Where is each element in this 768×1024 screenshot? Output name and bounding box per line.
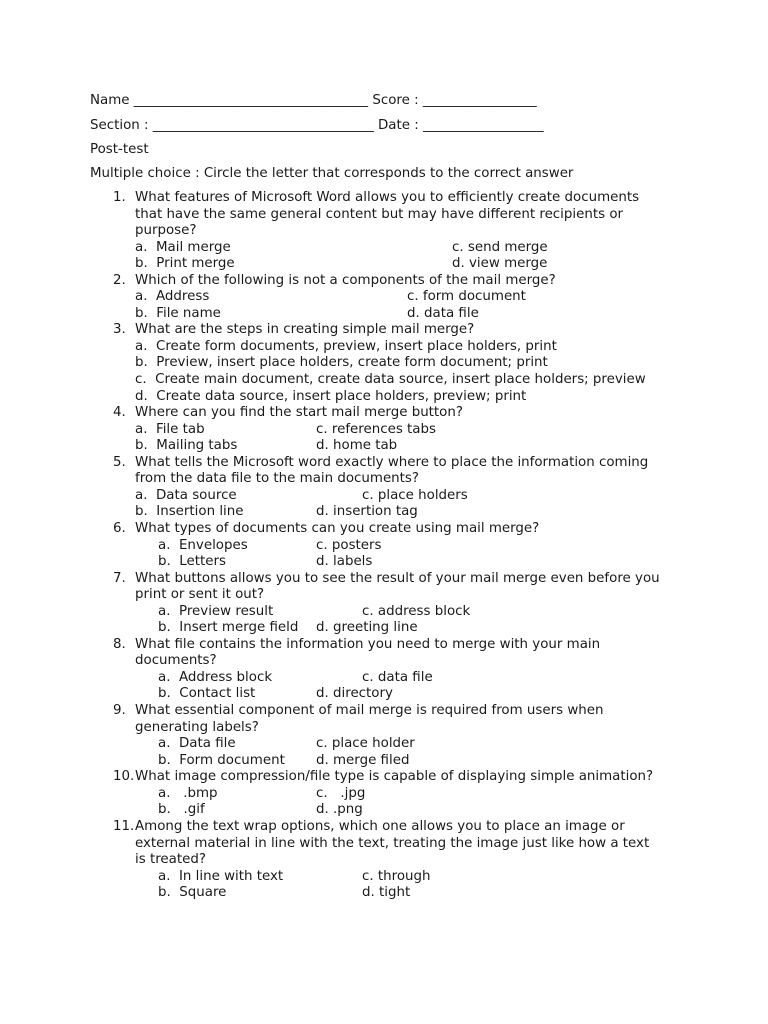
page-title: Post-test <box>90 142 149 157</box>
question-text: What image compression/file type is capable of displaying simple animation? <box>135 769 654 784</box>
answer-option: d. directory <box>316 686 393 701</box>
question-text: documents? <box>135 653 217 668</box>
section-date-line: Section : _________________________________ Date : __________________ <box>90 118 544 133</box>
answer-option: a. Preview result <box>158 604 274 619</box>
answer-option: b. Form document <box>158 753 285 768</box>
question-number: 3. <box>113 322 126 337</box>
question-text: external material in line with the text, treating the image just like how a text <box>135 836 650 851</box>
question-text: is treated? <box>135 852 206 867</box>
question-number: 10. <box>113 769 135 784</box>
question-text: What buttons allows you to see the result of your mail merge even before you <box>135 571 660 586</box>
answer-option: b. Mailing tabs <box>135 438 238 453</box>
question-text: What tells the Microsoft word exactly where to place the information coming <box>135 455 649 470</box>
answer-option: c. data file <box>362 670 433 685</box>
answer-option: c. address block <box>362 604 471 619</box>
answer-option: b. Square <box>158 885 227 900</box>
question-number: 6. <box>113 521 126 536</box>
answer-option: a. In line with text <box>158 869 284 884</box>
answer-option: d. .png <box>316 802 363 817</box>
answer-option: a. Mail merge <box>135 240 231 255</box>
answer-option: c. Create main document, create data source, insert place holders; preview <box>135 372 646 387</box>
question-text: What types of documents can you create using mail merge? <box>135 521 540 536</box>
instructions: Multiple choice : Circle the letter that corresponds to the correct answer <box>90 166 574 181</box>
answer-option: c. references tabs <box>316 422 436 437</box>
answer-option: d. data file <box>407 306 479 321</box>
answer-option: a. .bmp <box>158 786 218 801</box>
answer-option: b. Letters <box>158 554 226 569</box>
answer-option: c. place holders <box>362 488 468 503</box>
answer-option: a. Address block <box>158 670 273 685</box>
answer-option: b. Print merge <box>135 256 235 271</box>
question-text: print or sent it out? <box>135 587 265 602</box>
answer-option: d. tight <box>362 885 411 900</box>
answer-option: c. .jpg <box>316 786 366 801</box>
question-text: that have the same general content but may have different recipients or <box>135 207 624 222</box>
question-text: What file contains the information you need to merge with your main <box>135 637 601 652</box>
answer-option: c. posters <box>316 538 382 553</box>
question-number: 11. <box>113 819 135 834</box>
name-score-line: Name ___________________________________ Score : _________________ <box>90 93 537 108</box>
answer-option: b. Preview, insert place holders, create form document; print <box>135 355 548 370</box>
question-number: 4. <box>113 405 126 420</box>
question-text: Which of the following is not a components of the mail merge? <box>135 273 556 288</box>
answer-option: c. send merge <box>452 240 548 255</box>
answer-option: d. insertion tag <box>316 504 418 519</box>
question-number: 8. <box>113 637 126 652</box>
answer-option: d. labels <box>316 554 373 569</box>
question-number: 1. <box>113 190 126 205</box>
question-number: 5. <box>113 455 126 470</box>
answer-option: d. greeting line <box>316 620 418 635</box>
question-text: What features of Microsoft Word allows you to efficiently create documents <box>135 190 640 205</box>
answer-option: b. Insert merge field <box>158 620 299 635</box>
answer-option: c. place holder <box>316 736 415 751</box>
answer-option: d. home tab <box>316 438 398 453</box>
question-text: What essential component of mail merge is required from users when <box>135 703 604 718</box>
answer-option: c. through <box>362 869 431 884</box>
question-text: generating labels? <box>135 720 259 735</box>
answer-option: a. Data source <box>135 488 237 503</box>
answer-option: a. Address <box>135 289 210 304</box>
question-text: Among the text wrap options, which one allows you to place an image or <box>135 819 625 834</box>
answer-option: d. Create data source, insert place holders, preview; print <box>135 389 527 404</box>
answer-option: b. Contact list <box>158 686 256 701</box>
answer-option: b. File name <box>135 306 221 321</box>
question-number: 9. <box>113 703 126 718</box>
answer-option: a. Data file <box>158 736 236 751</box>
answer-option: a. Envelopes <box>158 538 248 553</box>
answer-option: b. .gif <box>158 802 205 817</box>
question-text: What are the steps in creating simple mail merge? <box>135 322 475 337</box>
answer-option: d. view merge <box>452 256 548 271</box>
answer-option: c. form document <box>407 289 526 304</box>
question-text: purpose? <box>135 223 197 238</box>
answer-option: a. File tab <box>135 422 205 437</box>
answer-option: b. Insertion line <box>135 504 244 519</box>
question-number: 2. <box>113 273 126 288</box>
question-text: from the data file to the main documents? <box>135 471 420 486</box>
question-text: Where can you find the start mail merge button? <box>135 405 463 420</box>
answer-option: a. Create form documents, preview, insert place holders, print <box>135 339 557 354</box>
question-number: 7. <box>113 571 126 586</box>
answer-option: d. merge filed <box>316 753 410 768</box>
